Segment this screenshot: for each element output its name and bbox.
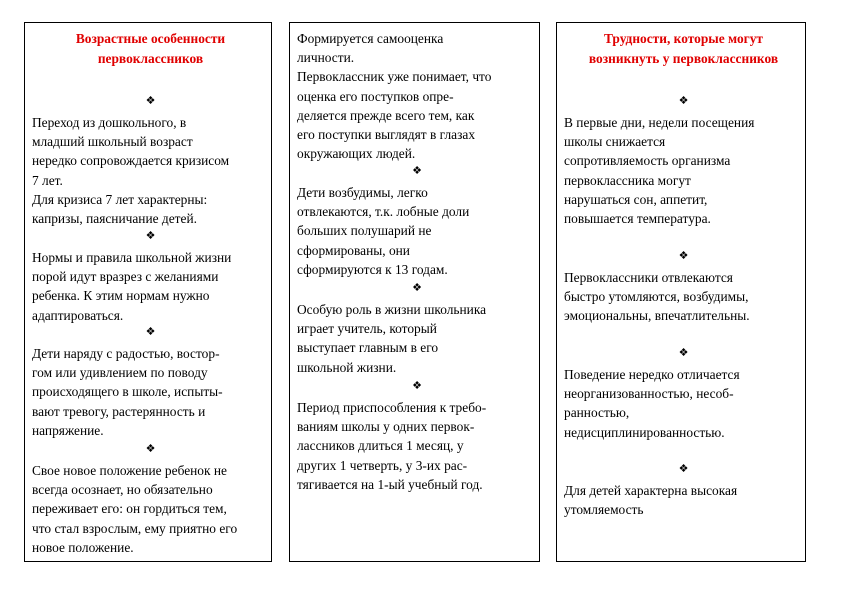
difficulties-paragraph: Поведение нередко отличается неорганизованностью, несоб- ранностью, недисциплинированностью. <box>564 367 740 440</box>
diamond-bullet-icon: ❖ <box>145 230 156 242</box>
difficulties-paragraph: Для детей характерна высокая утомляемость <box>564 483 738 518</box>
self-esteem-para-1-wrap <box>297 29 537 163</box>
age-features-title-wrap <box>32 29 269 68</box>
diamond-bullet-icon: ❖ <box>412 165 422 177</box>
self-esteem-paragraph: Период приспособления к требо- ваниям школы у одних первок- лассников длиться 1 месяц, у других 1 четверть, у 3-их рас- тягивается на 1-ый учебный год. <box>297 400 487 492</box>
diamond-bullet-icon: ❖ <box>678 347 689 359</box>
diamond-bullet-icon: ❖ <box>145 443 156 455</box>
self-esteem-para-4-wrap <box>297 398 537 494</box>
difficulties-para-1-wrap <box>564 113 803 228</box>
self-esteem-para-3-wrap <box>297 300 537 377</box>
age-features-title: Возрастные особенности первоклассников <box>75 31 226 66</box>
difficulties-glyph-3 <box>564 345 803 362</box>
age-features-paragraph: Свое новое положение ребенок не всегда осознает, но обязательно переживает его: он гордиться тем, что стал взрослым, ему приятно его новое положение. <box>32 463 238 555</box>
self-esteem-paragraph: Дети возбудимы, легко отвлекаются, т.к. лобные доли больших полушарий не сформированы, они сформируются к 13 годам. <box>297 185 470 277</box>
column-age-features <box>24 22 272 562</box>
age-features-glyph-2 <box>32 228 269 245</box>
difficulties-title: Трудности, которые могут возникнуть у первоклассников <box>588 31 779 66</box>
difficulties-paragraph: В первые дни, недели посещения школы снижается сопротивляемость организма первоклассника могут нарушаться сон, аппетит, повышается температура. <box>564 115 755 227</box>
diamond-bullet-icon: ❖ <box>412 282 422 294</box>
difficulties-glyph-4 <box>564 461 803 478</box>
difficulties-glyph-2 <box>564 248 803 265</box>
difficulties-para-4-wrap <box>564 481 803 519</box>
diamond-bullet-icon: ❖ <box>678 95 689 107</box>
age-features-para-4-wrap <box>32 461 269 557</box>
diamond-bullet-icon: ❖ <box>145 95 156 107</box>
age-features-glyph-3 <box>32 324 269 341</box>
age-features-glyph-4 <box>32 441 269 458</box>
difficulties-glyph-1 <box>564 93 803 110</box>
difficulties-paragraph: Первоклассники отвлекаются быстро утомляются, возбудимы, эмоциональны, впечатлительны. <box>564 270 750 324</box>
difficulties-title-wrap <box>564 29 803 68</box>
diamond-bullet-icon: ❖ <box>678 250 689 262</box>
age-features-paragraph: Дети наряду с радостью, востор- гом или удивлением по поводу происходящего в школе, испыты- вают тревогу, растерянность и напряжение. <box>32 346 223 438</box>
age-features-paragraph: Переход из дошкольного, в младший школьный возраст нередко сопровождается кризисом 7 лет. Для кризиса 7 лет характерны: капризы, паясничание детей. <box>32 115 230 227</box>
age-features-paragraph: Нормы и правила школьной жизни порой идут вразрез с желаниями ребенка. К этим нормам нужно адаптироваться. <box>32 250 232 323</box>
diamond-bullet-icon: ❖ <box>412 380 422 392</box>
difficulties-para-2-wrap <box>564 268 803 326</box>
column-difficulties <box>556 22 806 562</box>
self-esteem-paragraph: Особую роль в жизни школьника играет учитель, который выступает главным в его школьной жизни. <box>297 302 487 375</box>
self-esteem-glyph-1 <box>297 163 537 180</box>
self-esteem-glyph-2 <box>297 280 537 297</box>
diamond-bullet-icon: ❖ <box>145 326 156 338</box>
diamond-bullet-icon: ❖ <box>678 463 689 475</box>
difficulties-para-3-wrap <box>564 365 803 442</box>
age-features-para-3-wrap <box>32 344 269 440</box>
self-esteem-glyph-3 <box>297 378 537 395</box>
age-features-glyph-1 <box>32 93 269 110</box>
column-self-esteem <box>289 22 540 562</box>
age-features-para-2-wrap <box>32 248 269 325</box>
self-esteem-para-2-wrap <box>297 183 537 279</box>
age-features-para-1-wrap <box>32 113 269 228</box>
self-esteem-paragraph: Формируется самооценка личности. Первоклассник уже понимает, что оценка его поступков опре- деляется прежде всего тем, как его поступки выглядят в глазах окружающих людей. <box>297 31 492 162</box>
